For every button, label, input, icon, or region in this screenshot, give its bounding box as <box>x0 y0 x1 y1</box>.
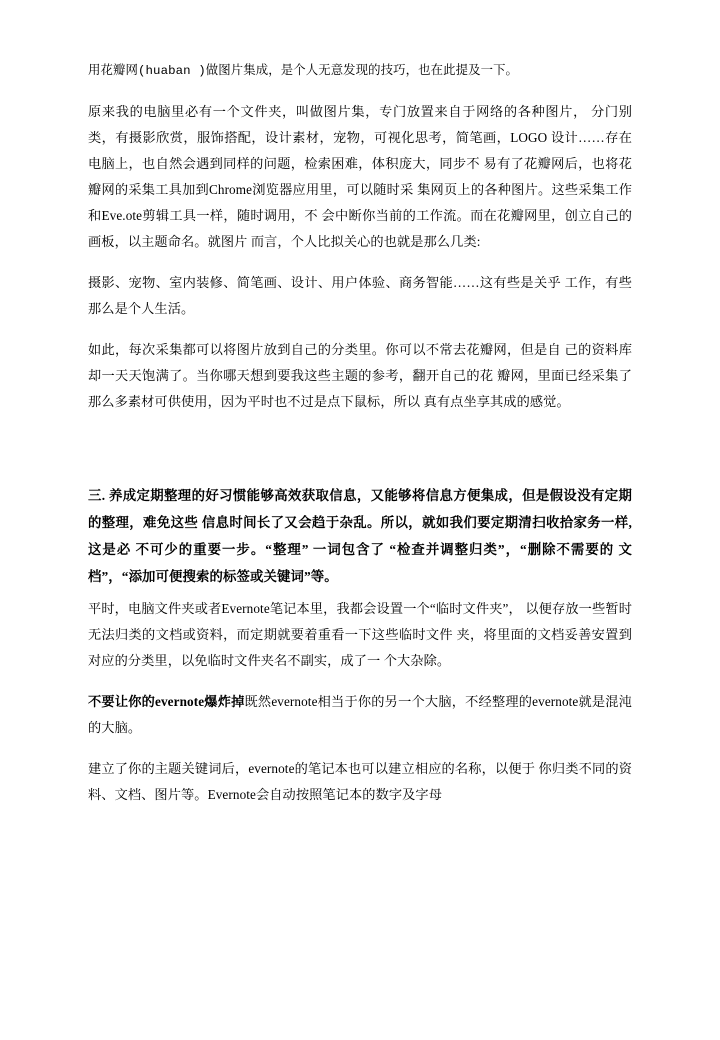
section-spacer <box>88 422 632 482</box>
paragraph-7 <box>88 689 632 741</box>
paragraph-3: 摄影、宠物、室内装修、简笔画、设计、用户体验、商务智能……这有些是关乎 工作，有些那么是个人生活。 <box>88 275 632 316</box>
paragraph-2: 原来我的电脑里必有一个文件夹，叫做图片集，专门放置来自于网络的各种图片， 分门别类，有摄影欣赏，服饰搭配，设计素材，宠物，可视化思考，简笔画，LOGO 设计……存在电脑上，也自然会遇到同样的问题，检索困难，体积庞大，同步不 易有了花瓣网后，也将花瓣网的采集工具加到Chrome浏览器应用里，可以随时采 集网页上的各种图片。这些采集工作和Eve.ote剪辑工具一样，随时调用，不 会中断你当前的工作流。而在花瓣网里，创立自己的画板，以主题命名。就图片 而言，个人比拟关心的也就是那么几类: <box>88 104 632 249</box>
document-body <box>88 58 632 808</box>
spacer <box>88 329 632 337</box>
spacer <box>88 91 632 99</box>
paragraph-7-lead: 不要让你的evernote爆炸掉 <box>88 694 245 709</box>
paragraph-6: 平时，电脑文件夹或者Evernote笔记本里，我都会设置一个“临时文件夹”， 以便存放一些暂时无法归类的文档或资料，而定期就要着重看一下这些临时文件 夹，将里面的文档妥善安置到对应的分类里，以免临时文件夹名不副实，成了一 个大杂除。 <box>88 601 632 668</box>
spacer <box>88 681 632 689</box>
spacer <box>88 262 632 270</box>
spacer <box>88 748 632 756</box>
paragraph-1: 用花瓣网(huaban )做图片集成，是个人无意发现的技巧，也在此提及一下。 <box>88 64 519 78</box>
section-heading-three: 三. 养成定期整理的好习惯能够高效获取信息，又能够将信息方便集成，但是假设没有定期的整理，难免这些 信息时间长了又会趋于杂乱。所以，就如我们要定期清扫收拾家务一样,这是必 不可少的重要一步。“整理” 一词包含了 “检查并调整归类”，“删除不需要的 文档”，“添加可便搜索的标签或关键词”等。 <box>88 488 632 584</box>
paragraph-7-rest: 既然evernote相当于你的另一个大脑，不经整理的evernote就是混沌的大脑。 <box>88 694 632 735</box>
paragraph-4: 如此，每次采集都可以将图片放到自己的分类里。你可以不常去花瓣网，但是自 己的资料库却一天天饱满了。当你哪天想到要我这些主题的参考，翻开自己的花 瓣网，里面已经采集了那么多素材可供使用，因为平时也不过是点下鼠标，所以 真有点坐享其成的感觉。 <box>88 342 632 409</box>
paragraph-8: 建立了你的主题关键词后，evernote的笔记本也可以建立相应的名称，以便于 你归类不同的资料、文档、图片等。Evernote会自动按照笔记本的数字及字母 <box>88 761 632 802</box>
